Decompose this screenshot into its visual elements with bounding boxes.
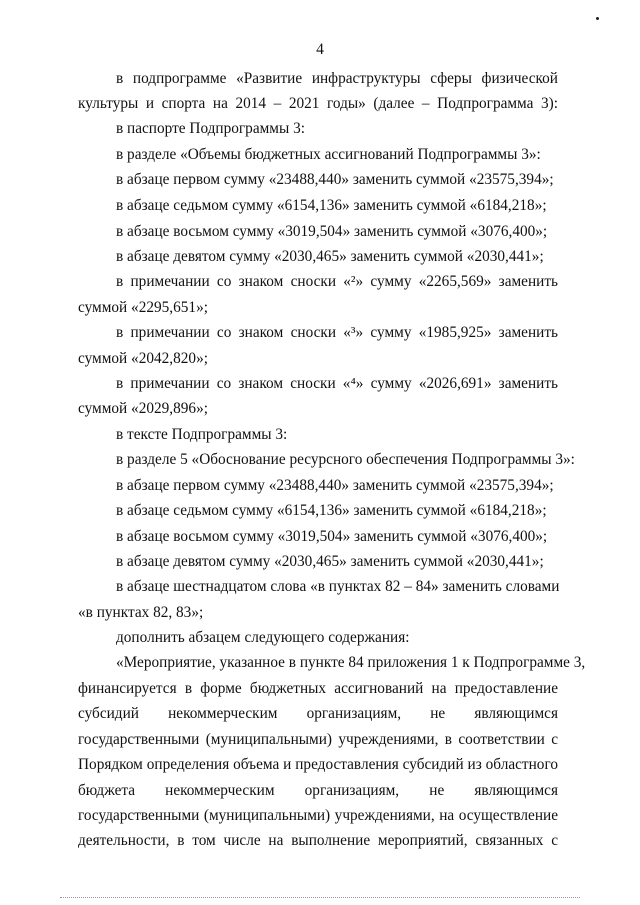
text-line: суммой «2295,651»; (78, 299, 208, 316)
text-line: в паспорте Подпрограммы 3: (116, 120, 305, 137)
text-line: государственными (муниципальными) учреждениями, на осуществление (78, 807, 558, 824)
text-line: в абзаце первом сумму «23488,440» заменить суммой «23575,394»; (116, 171, 554, 188)
text-line: в примечании со знаком сноски «⁴» сумму «2026,691» заменить (116, 375, 558, 392)
text-line: в тексте Подпрограммы 3: (116, 426, 288, 443)
text-line: в абзаце девятом сумму «2030,465» заменить суммой «2030,441»; (116, 248, 544, 265)
text-line: в абзаце седьмом сумму «6154,136» заменить суммой «6184,218»; (116, 502, 547, 519)
text-line: бюджета некоммерческим организациям, не являющимся (78, 782, 558, 799)
text-line: в абзаце восьмом сумму «3019,504» заменить суммой «3076,400»; (116, 528, 548, 545)
text-line: в разделе 5 «Обоснование ресурсного обеспечения Подпрограммы 3»: (116, 451, 575, 468)
text-line: в абзаце седьмом сумму «6154,136» заменить суммой «6184,218»; (116, 197, 547, 214)
text-line: Порядком определения объема и предоставления субсидий из областного (78, 756, 558, 773)
page-number: 4 (316, 41, 324, 58)
text-line: суммой «2029,896»; (78, 400, 208, 417)
text-line: «Мероприятие, указанное в пункте 84 приложения 1 к Подпрограмме 3, (116, 654, 586, 671)
text-line: суммой «2042,820»; (78, 350, 208, 367)
text-line: государственными (муниципальными) учреждениями, в соответствии с (78, 731, 558, 748)
text-line: субсидий некоммерческим организациям, не являющимся (78, 705, 558, 722)
text-line: дополнить абзацем следующего содержания: (116, 629, 410, 646)
text-line: в разделе «Объемы бюджетных ассигнований Подпрограммы 3»: (116, 146, 541, 163)
text-line: в абзаце шестнадцатом слова «в пунктах 82 – 84» заменить словами (116, 578, 560, 595)
text-line: в примечании со знаком сноски «³» сумму «1985,925» заменить (116, 324, 558, 341)
text-line: в подпрограмме «Развитие инфраструктуры сферы физической (116, 70, 558, 87)
text-line: культуры и спорта на 2014 – 2021 годы» (далее – Подпрограмма 3): (78, 95, 558, 112)
scan-edge (60, 897, 580, 899)
text-line: финансируется в форме бюджетных ассигнований на предоставление (78, 680, 558, 697)
text-line: «в пунктах 82, 83»; (78, 604, 204, 621)
text-line: деятельности, в том числе на выполнение мероприятий, связанных с (78, 832, 558, 849)
scan-speck (596, 17, 599, 20)
text-line: в абзаце восьмом сумму «3019,504» заменить суммой «3076,400»; (116, 223, 548, 240)
text-line: в абзаце девятом сумму «2030,465» заменить суммой «2030,441»; (116, 553, 544, 570)
text-line: в абзаце первом сумму «23488,440» заменить суммой «23575,394»; (116, 477, 554, 494)
text-line: в примечании со знаком сноски «²» сумму «2265,569» заменить (116, 273, 558, 290)
